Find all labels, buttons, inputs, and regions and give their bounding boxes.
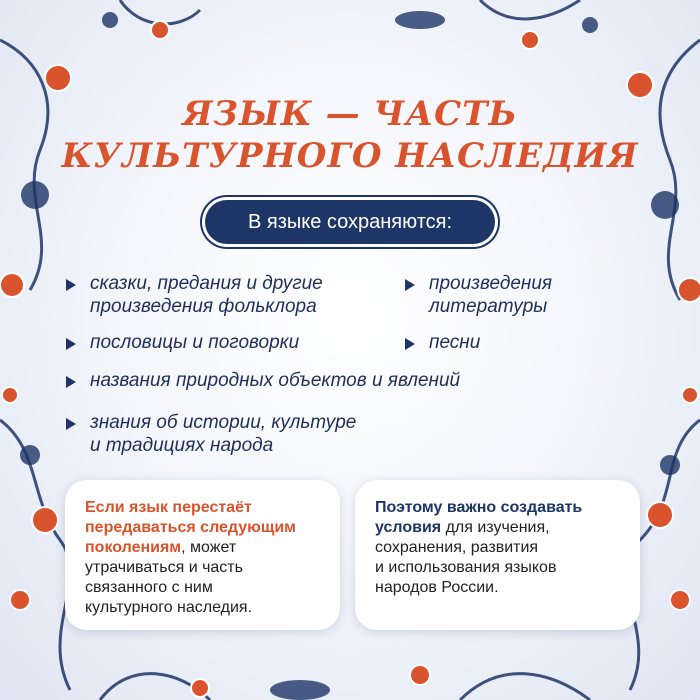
- bullet-icon: [66, 338, 76, 350]
- list-item-history-1: знания об истории, культуре: [90, 412, 357, 433]
- conclusion-text-rest: для изучения,: [441, 519, 550, 536]
- conclusion-highlight-1: Поэтому важно создавать: [375, 499, 583, 516]
- title-line-1: ЯЗЫК — ЧАСТЬ: [182, 94, 518, 134]
- list-item-fairy-tales-1: сказки, предания и другие: [90, 273, 323, 294]
- warning-line-5: связанного с ним: [85, 579, 213, 596]
- warning-highlight-1: Если язык перестаёт: [85, 499, 252, 516]
- conclusion-card: [355, 480, 640, 630]
- warning-highlight-3: поколениям: [85, 539, 182, 556]
- list-item-fairy-tales-2: произведения фольклора: [90, 296, 317, 317]
- bullet-icon: [66, 418, 76, 430]
- warning-card: [65, 480, 340, 630]
- warning-line-6: культурного наследия.: [85, 599, 253, 616]
- warning-highlight-2: передаваться следующим: [85, 519, 296, 536]
- bullet-icon: [66, 279, 76, 291]
- bullet-icon: [66, 376, 76, 388]
- conclusion-highlight-2: условия: [375, 519, 442, 536]
- warning-text-rest: , может: [181, 539, 237, 556]
- warning-line-4: утрачиваться и часть: [85, 559, 243, 576]
- bullet-icon: [405, 279, 415, 291]
- subtitle-pill: В языке сохраняются:: [205, 200, 495, 244]
- bullet-icon: [405, 338, 415, 350]
- list-item-history-2: и традициях народа: [90, 435, 274, 456]
- conclusion-line-5: народов России.: [375, 579, 499, 596]
- conclusion-line-3: сохранения, развития: [375, 539, 539, 556]
- list-item-proverbs: пословицы и поговорки: [90, 332, 300, 353]
- conclusion-line-4: и использования языков: [375, 559, 557, 576]
- list-item-natural-names: названия природных объектов и явлений: [90, 370, 461, 391]
- title-line-2: КУЛЬТУРНОГО НАСЛЕДИЯ: [61, 136, 639, 176]
- list-item-songs: песни: [429, 332, 481, 353]
- list-item-literature-1: произведения: [429, 273, 553, 294]
- list-item-literature-2: литературы: [429, 296, 548, 317]
